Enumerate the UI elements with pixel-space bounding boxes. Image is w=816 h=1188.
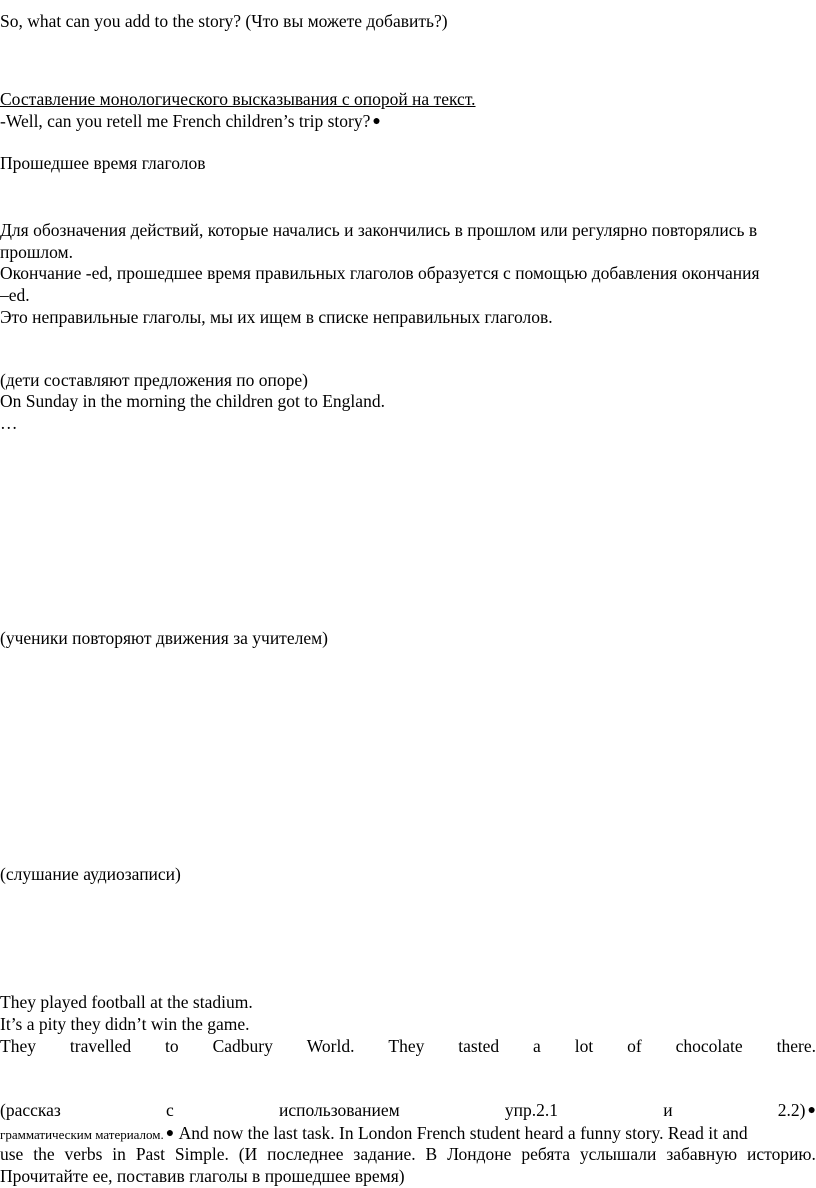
line-q-story: So, what can you add to the story? (Что вы можете добавить?): [0, 11, 448, 31]
line-sunday: On Sunday in the morning the children got to England.: [0, 391, 385, 411]
line-irregular: Это неправильные глаголы, мы их ищем в списке неправильных глаголов.: [0, 307, 553, 327]
bullet-icon: ●: [807, 1103, 816, 1118]
line-football: They played football at the stadium.: [0, 992, 253, 1012]
line-children-compose: (дети составляют предложения по опоре): [0, 370, 309, 390]
line-listening: (слушание аудиозаписи): [0, 864, 181, 884]
line-repeat-moves: (ученики повторяют движения за учителем): [0, 628, 328, 648]
line-pity: It’s a pity they didn’t win the game.: [0, 1014, 250, 1034]
bullet-icon: ●: [165, 1126, 175, 1141]
line-usage-1: Для обозначения действий, которые начались и закончились в прошлом или регулярно повторялись в: [0, 220, 758, 240]
line-ed-1: Окончание -ed, прошедшее время правильных глаголов образуется с помощью добавления окончания: [0, 263, 760, 283]
line-ed-2: –ed.: [0, 285, 30, 305]
line-last-task: грамматическим материалом. ● And now the last task. In London French student heard a funny story. Read it and: [0, 1123, 748, 1143]
line-use-verbs: use the verbs in Past Simple. (И последнее задание. В Лондоне ребята услышали забавную историю.: [0, 1144, 816, 1164]
line-story: (рассказ с использованием упр.2.1 и 2.2) ●: [0, 1100, 816, 1120]
bullet-icon: ●: [372, 114, 381, 129]
line-retell: -Well, can you retell me French children’s trip story? ●: [0, 111, 381, 131]
line-past-tense: Прошедшее время глаголов: [0, 153, 206, 173]
line-read-it: Прочитайте ее, поставив глаголы в прошедшее время): [0, 1166, 405, 1186]
line-ellipsis: …: [0, 413, 18, 433]
heading-monologue: Составление монологического высказывания с опорой на текст.: [0, 89, 476, 109]
line-usage-2: прошлом.: [0, 242, 73, 262]
line-cadbury: They travelled to Cadbury World. They tasted a lot of chocolate there.: [0, 1036, 816, 1056]
